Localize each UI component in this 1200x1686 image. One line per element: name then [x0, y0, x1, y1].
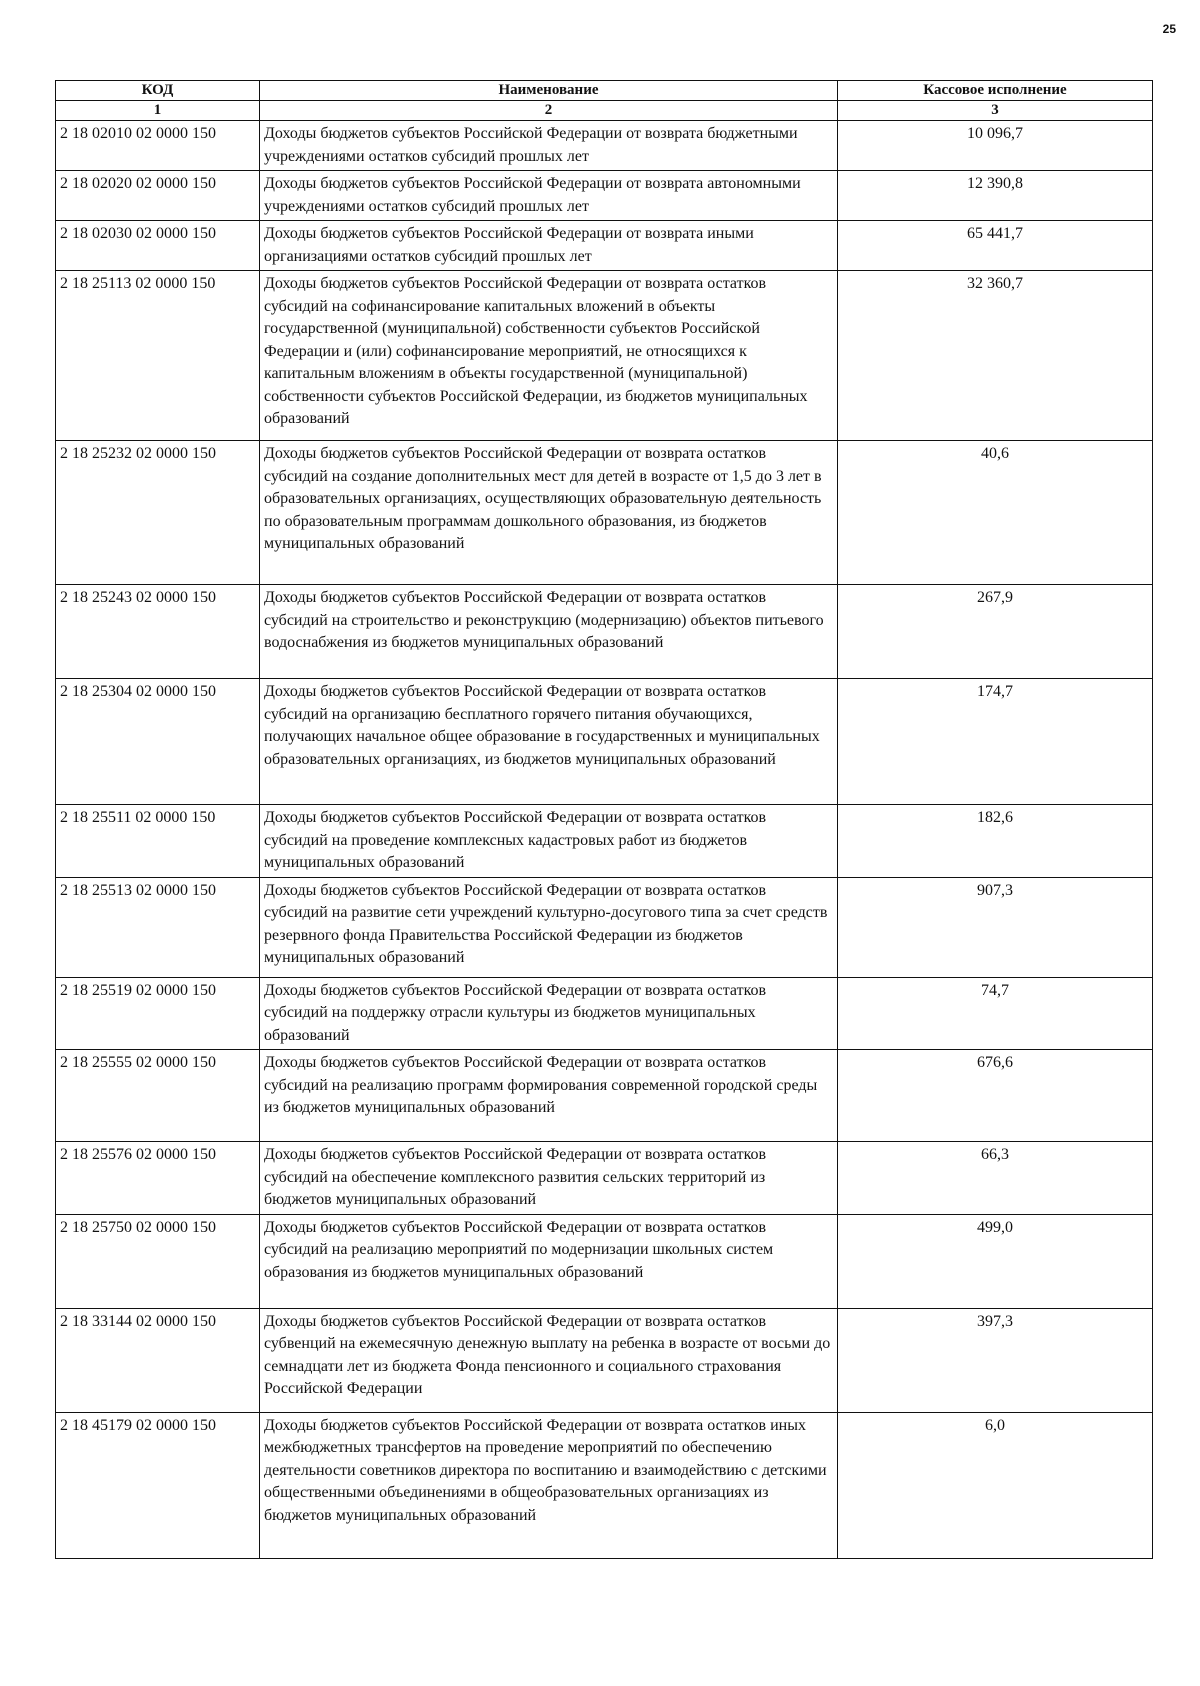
table-row — [56, 1214, 1153, 1308]
row-amount: 907,3 — [838, 877, 1153, 977]
numbering-name: 2 — [260, 101, 838, 121]
row-amount: 174,7 — [838, 679, 1153, 805]
row-amount: 66,3 — [838, 1142, 1153, 1215]
row-amount: 65 441,7 — [838, 221, 1153, 271]
table-row — [56, 271, 1153, 441]
row-code: 2 18 25750 02 0000 150 — [56, 1214, 260, 1308]
table-row — [56, 1142, 1153, 1215]
table-row — [56, 877, 1153, 977]
row-amount: 12 390,8 — [838, 171, 1153, 221]
row-code: 2 18 25511 02 0000 150 — [56, 805, 260, 878]
row-amount: 267,9 — [838, 585, 1153, 679]
row-amount: 74,7 — [838, 977, 1153, 1050]
table-row — [56, 679, 1153, 805]
table-row — [56, 221, 1153, 271]
row-name: Доходы бюджетов субъектов Российской Федерации от возврата автономными учреждениями остатков субсидий прошлых лет — [260, 171, 838, 221]
row-amount: 6,0 — [838, 1412, 1153, 1558]
row-code: 2 18 25513 02 0000 150 — [56, 877, 260, 977]
table-row — [56, 805, 1153, 878]
header-name: Наименование — [260, 81, 838, 101]
row-code: 2 18 25576 02 0000 150 — [56, 1142, 260, 1215]
row-amount: 10 096,7 — [838, 121, 1153, 171]
row-code: 2 18 25113 02 0000 150 — [56, 271, 260, 441]
numbering-code: 1 — [56, 101, 260, 121]
table-row — [56, 1412, 1153, 1558]
numbering-row — [56, 101, 1153, 121]
row-name: Доходы бюджетов субъектов Российской Федерации от возврата остатков субсидий на создание дополнительных мест для детей в возрасте от 1,5 до 3 лет в образовательных организациях, осуществляющих образовательную деятельность по образовательным программам дошкольного образования, из бюджетов муниципальных образований — [260, 441, 838, 585]
row-code: 2 18 25232 02 0000 150 — [56, 441, 260, 585]
row-name: Доходы бюджетов субъектов Российской Федерации от возврата остатков субсидий на строительство и реконструкцию (модернизацию) объектов питьевого водоснабжения из бюджетов муниципальных образований — [260, 585, 838, 679]
row-name: Доходы бюджетов субъектов Российской Федерации от возврата остатков субсидий на реализацию программ формирования современной городской среды из бюджетов муниципальных образований — [260, 1050, 838, 1142]
row-amount: 397,3 — [838, 1308, 1153, 1412]
header-code: КОД — [56, 81, 260, 101]
page-number: 25 — [1162, 22, 1176, 36]
row-code: 2 18 02020 02 0000 150 — [56, 171, 260, 221]
row-name: Доходы бюджетов субъектов Российской Федерации от возврата остатков субсидий на проведение комплексных кадастровых работ из бюджетов муниципальных образований — [260, 805, 838, 878]
table-row — [56, 1050, 1153, 1142]
row-name: Доходы бюджетов субъектов Российской Федерации от возврата остатков субсидий на поддержку отрасли культуры из бюджетов муниципальных образований — [260, 977, 838, 1050]
table-row — [56, 977, 1153, 1050]
row-amount: 32 360,7 — [838, 271, 1153, 441]
row-code: 2 18 45179 02 0000 150 — [56, 1412, 260, 1558]
row-name: Доходы бюджетов субъектов Российской Федерации от возврата остатков субсидий на развитие сети учреждений культурно-досугового типа за счет средств резервного фонда Правительства Российской Федерации из бюджетов муниципальных образований — [260, 877, 838, 977]
row-code: 2 18 02030 02 0000 150 — [56, 221, 260, 271]
table-row — [56, 171, 1153, 221]
row-name: Доходы бюджетов субъектов Российской Федерации от возврата остатков субсидий на реализацию мероприятий по модернизации школьных систем образования из бюджетов муниципальных образований — [260, 1214, 838, 1308]
row-name: Доходы бюджетов субъектов Российской Федерации от возврата бюджетными учреждениями остатков субсидий прошлых лет — [260, 121, 838, 171]
row-amount: 182,6 — [838, 805, 1153, 878]
row-amount: 676,6 — [838, 1050, 1153, 1142]
row-name: Доходы бюджетов субъектов Российской Федерации от возврата остатков иных межбюджетных трансфертов на проведение мероприятий по обеспечению деятельности советников директора по воспитанию и взаимодействию с детскими общественными объединениями в общеобразовательных организациях из бюджетов муниципальных образований — [260, 1412, 838, 1558]
budget-table — [55, 80, 1153, 1559]
header-amount: Кассовое исполнение — [838, 81, 1153, 101]
numbering-amount: 3 — [838, 101, 1153, 121]
row-code: 2 18 25555 02 0000 150 — [56, 1050, 260, 1142]
row-name: Доходы бюджетов субъектов Российской Федерации от возврата остатков субсидий на обеспечение комплексного развития сельских территорий из бюджетов муниципальных образований — [260, 1142, 838, 1215]
table-row — [56, 121, 1153, 171]
row-code: 2 18 02010 02 0000 150 — [56, 121, 260, 171]
row-code: 2 18 25304 02 0000 150 — [56, 679, 260, 805]
row-amount: 40,6 — [838, 441, 1153, 585]
row-name: Доходы бюджетов субъектов Российской Федерации от возврата остатков субвенций на ежемесячную денежную выплату на ребенка в возрасте от восьми до семнадцати лет из бюджета Фонда пенсионного и социального страхования Российской Федерации — [260, 1308, 838, 1412]
row-code: 2 18 25243 02 0000 150 — [56, 585, 260, 679]
header-row — [56, 81, 1153, 101]
row-code: 2 18 33144 02 0000 150 — [56, 1308, 260, 1412]
row-name: Доходы бюджетов субъектов Российской Федерации от возврата иными организациями остатков субсидий прошлых лет — [260, 221, 838, 271]
table-row — [56, 1308, 1153, 1412]
table-row — [56, 441, 1153, 585]
row-name: Доходы бюджетов субъектов Российской Федерации от возврата остатков субсидий на организацию бесплатного горячего питания обучающихся, получающих начальное общее образование в государственных и муниципальных образовательных организациях, из бюджетов муниципальных образований — [260, 679, 838, 805]
row-amount: 499,0 — [838, 1214, 1153, 1308]
row-code: 2 18 25519 02 0000 150 — [56, 977, 260, 1050]
row-name: Доходы бюджетов субъектов Российской Федерации от возврата остатков субсидий на софинансирование капитальных вложений в объекты государственной (муниципальной) собственности субъектов Российской Федерации и (или) софинансирование мероприятий, не относящихся к капитальным вложениям в объекты государственной (муниципальной) собственности субъектов Российской Федерации, из бюджетов муниципальных образований — [260, 271, 838, 441]
table-row — [56, 585, 1153, 679]
